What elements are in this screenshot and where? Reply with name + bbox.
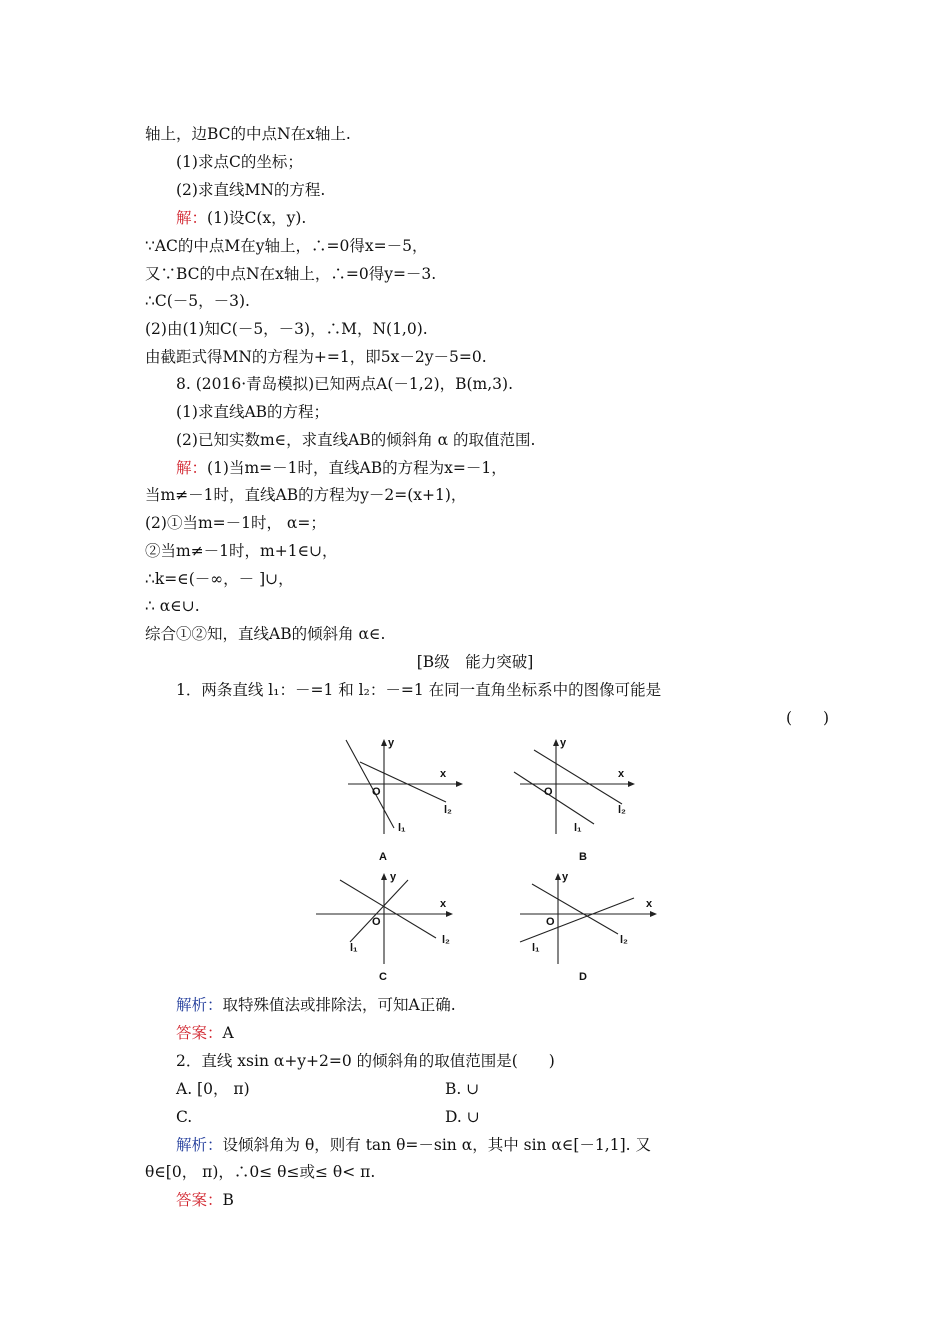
line-l1-label: l₁ [398,822,406,834]
line-l2-label: l₂ [620,934,628,946]
analysis-line-cont: θ∈[0， π)，∴0≤ θ≤或≤ θ< π. [145,1163,376,1181]
solution-text: (1)设C(x，y). [207,209,307,227]
question-8: 8. (2016·青岛模拟)已知两点A(－1,2)，B(m,3). [176,375,514,393]
analysis-line [176,1135,651,1155]
graph-caption: C [379,971,387,983]
text-line: (2)求直线MN的方程. [176,181,326,199]
solution-label: 解： [176,209,208,227]
answer-value: A [222,1024,234,1042]
origin-label: O [372,916,381,928]
origin-label: O [372,786,381,798]
analysis-line [176,995,456,1015]
axis-y-label: y [390,871,397,883]
line-l2 [340,880,436,938]
line-l2-label: l₂ [618,804,626,816]
line-l1-label: l₁ [350,942,358,954]
line-l1-label: l₁ [532,942,540,954]
text-line: (1)求直线AB的方程； [176,403,330,421]
text-line: 轴上，边BC的中点N在x轴上. [145,125,351,143]
axis-x-label: x [440,768,447,780]
axis-x-label: x [646,898,653,910]
line-l1 [350,880,408,942]
answer-blank: ( ) [786,709,830,727]
text-line: (2)由(1)知C(－5，－3)，∴M，N(1,0). [145,320,428,338]
line-l2-label: l₂ [442,934,450,946]
option-c: C. [176,1108,193,1126]
text-line: (2)①当m=－1时， α=； [145,514,326,532]
text-line: 综合①②知，直线AB的倾斜角 α∈. [145,625,386,643]
text-line: (2)已知实数m∈，求直线AB的倾斜角 α 的取值范围. [176,431,536,449]
solution-line [176,458,507,478]
question-1: 1．两条直线 l₁：－=1 和 l₂：－=1 在同一直角坐标系中的图像可能是 [176,681,662,699]
graph-b [510,736,640,863]
axis-y-label: y [562,871,569,883]
axis-y-label: y [560,737,567,749]
analysis-label: 解析： [176,996,223,1014]
answer-label: 答案： [176,1191,223,1209]
origin-label: O [546,916,555,928]
question-2: 2．直线 xsin α+y+2=0 的倾斜角的取值范围是( ) [176,1052,555,1070]
text-line: ②当m≠－1时，m+1∈∪， [145,542,338,560]
solution-text: (1)当m=－1时，直线AB的方程为x=－1， [207,459,507,477]
graph-a-svg [338,736,468,836]
graph-caption: A [379,851,387,863]
solution-label: 解： [176,459,208,477]
graph-b-svg [510,736,640,836]
text-line: ∵AC的中点M在y轴上，∴=0得x=－5， [145,237,428,255]
option-b: B. ∪ [445,1080,480,1098]
graph-caption: B [579,851,587,863]
analysis-text: 设倾斜角为 θ，则有 tan θ=－sin α，其中 sin α∈[－1,1]. 又 [222,1136,651,1154]
origin-label: O [544,786,553,798]
line-l2-label: l₂ [444,804,452,816]
text-line: (1)求点C的坐标； [176,153,303,171]
text-line: ∴k=∈(－∞，－ ]∪， [145,570,294,588]
axis-x-label: x [440,898,447,910]
axis-y-label: y [388,737,395,749]
graph-c-svg [310,870,460,965]
solution-line [176,208,306,228]
answer-line [176,1190,234,1210]
axis-x-label: x [618,768,625,780]
option-d: D. ∪ [445,1108,480,1126]
option-a: A. [0， π) [176,1080,250,1098]
analysis-label: 解析： [176,1136,223,1154]
graph-caption: D [579,971,587,983]
answer-value: B [222,1191,234,1209]
text-line: ∴ α∈∪. [145,597,200,615]
text-line: 又∵BC的中点N在x轴上，∴=0得y=－3. [145,265,437,283]
text-line: 当m≠－1时，直线AB的方程为y－2=(x+1)， [145,486,467,504]
section-heading: [B级 能力突破] [416,653,534,671]
answer-label: 答案： [176,1024,223,1042]
graph-c [310,870,460,983]
line-l1-label: l₁ [574,822,582,834]
analysis-text: 取特殊值法或排除法，可知A正确. [222,996,456,1014]
line-l1 [520,898,634,942]
text-line: ∴C(－5，－3). [145,292,250,310]
answer-line [176,1023,234,1043]
graph-a [338,736,468,863]
text-line: 由截距式得MN的方程为+=1，即5x－2y－5=0. [145,348,487,366]
graph-d [510,870,660,983]
